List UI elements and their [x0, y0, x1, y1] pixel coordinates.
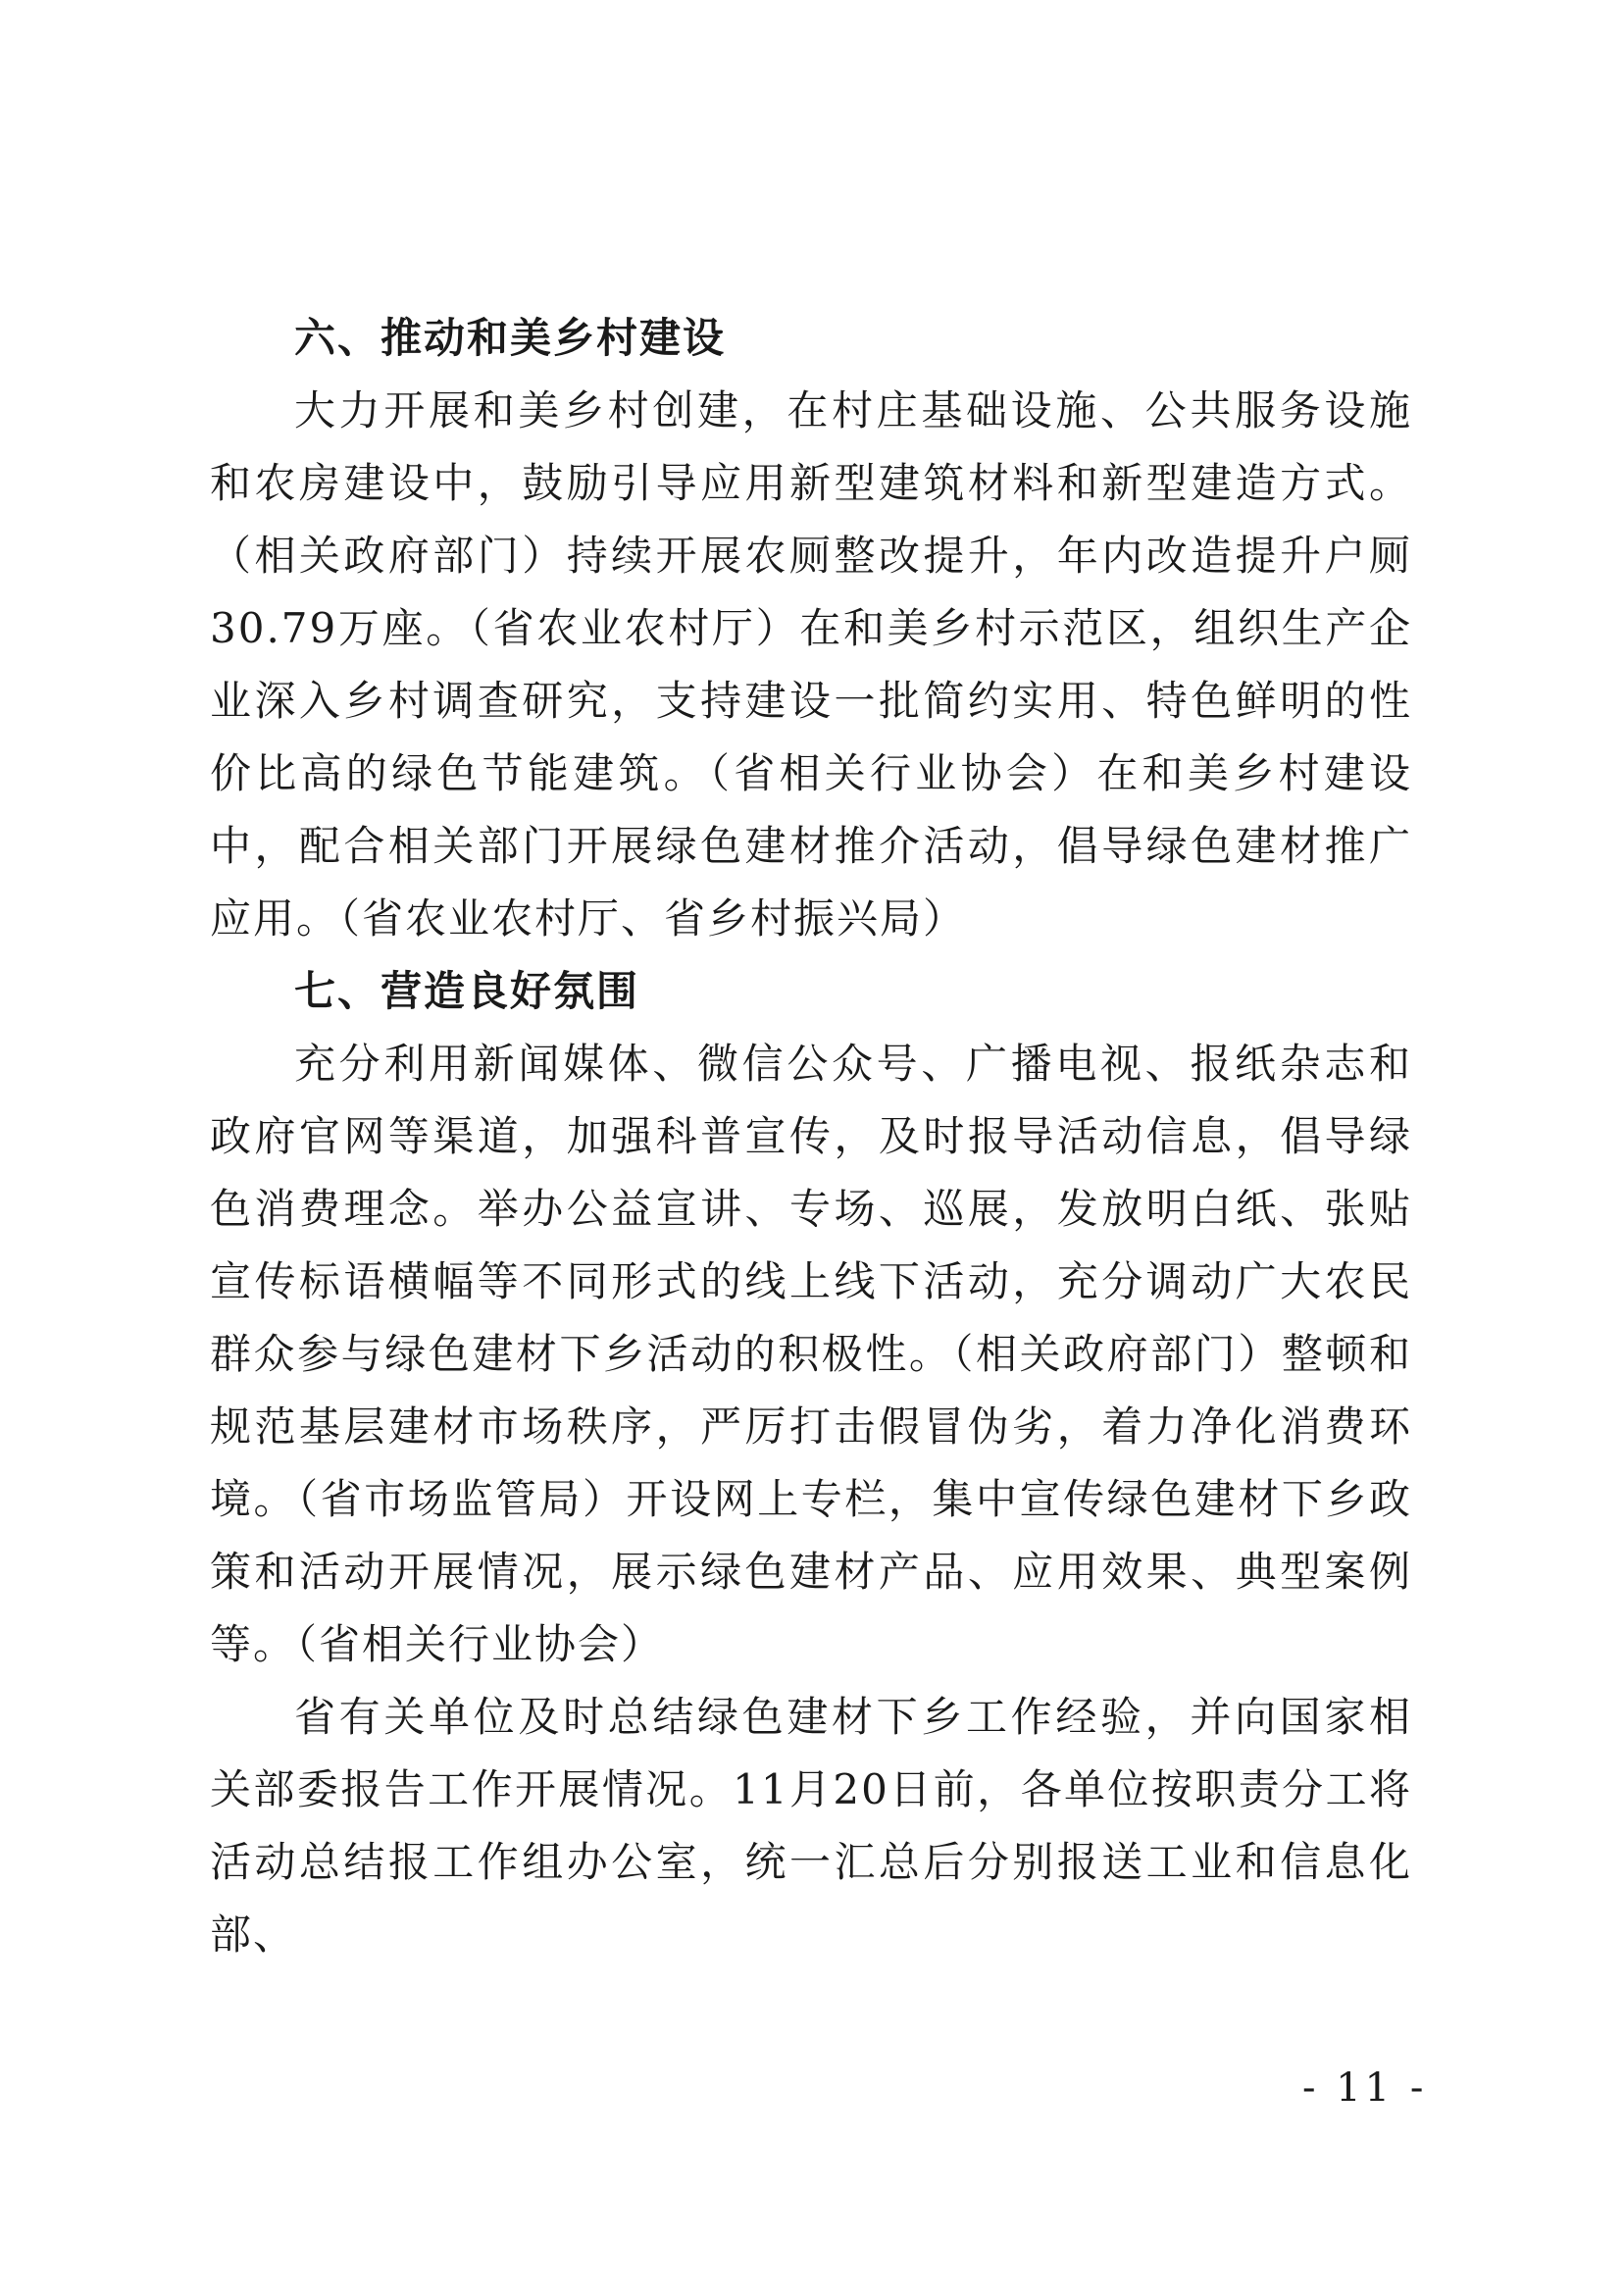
page-number: - 11 - [1302, 2065, 1428, 2111]
section-6-paragraph: 大力开展和美乡村创建，在村庄基础设施、公共服务设施和农房建设中，鼓励引导应用新型建筑材料和新型建造方式。（相关政府部门）持续开展农厕整改提升，年内改造提升户厕30.79万座。（省农业农村厅）在和美乡村示范区，组织生产企业深入乡村调查研究，支持建设一批简约实用、特色鲜明的性价比高的绿色节能建筑。（省相关行业协会）在和美乡村建设中，配合相关部门开展绿色建材推介活动，倡导绿色建材推广应用。（省农业农村厅、省乡村振兴局） [210, 386, 1412, 943]
section-6-heading: 六、推动和美乡村建设 [294, 314, 727, 362]
closing-paragraph: 省有关单位及时总结绿色建材下乡工作经验，并向国家相关部委报告工作开展情况。11月20日前，各单位按职责分工将活动总结报工作组办公室，统一汇总后分别报送工业和信息化部、 [210, 1693, 1412, 1959]
section-7-heading: 七、营造良好氛围 [294, 967, 640, 1015]
section-7-paragraph: 充分利用新闻媒体、微信公众号、广播电视、报纸杂志和政府官网等渠道，加强科普宣传，及时报导活动信息，倡导绿色消费理念。举办公益宣讲、专场、巡展，发放明白纸、张贴宣传标语横幅等不同形式的线上线下活动，充分调动广大农民群众参与绿色建材下乡活动的积极性。（相关政府部门）整顿和规范基层建材市场秩序，严厉打击假冒伪劣，着力净化消费环境。（省市场监管局）开设网上专栏，集中宣传绿色建材下乡政策和活动开展情况，展示绿色建材产品、应用效果、典型案例等。（省相关行业协会） [210, 1040, 1412, 1668]
document-body [210, 302, 1412, 1971]
